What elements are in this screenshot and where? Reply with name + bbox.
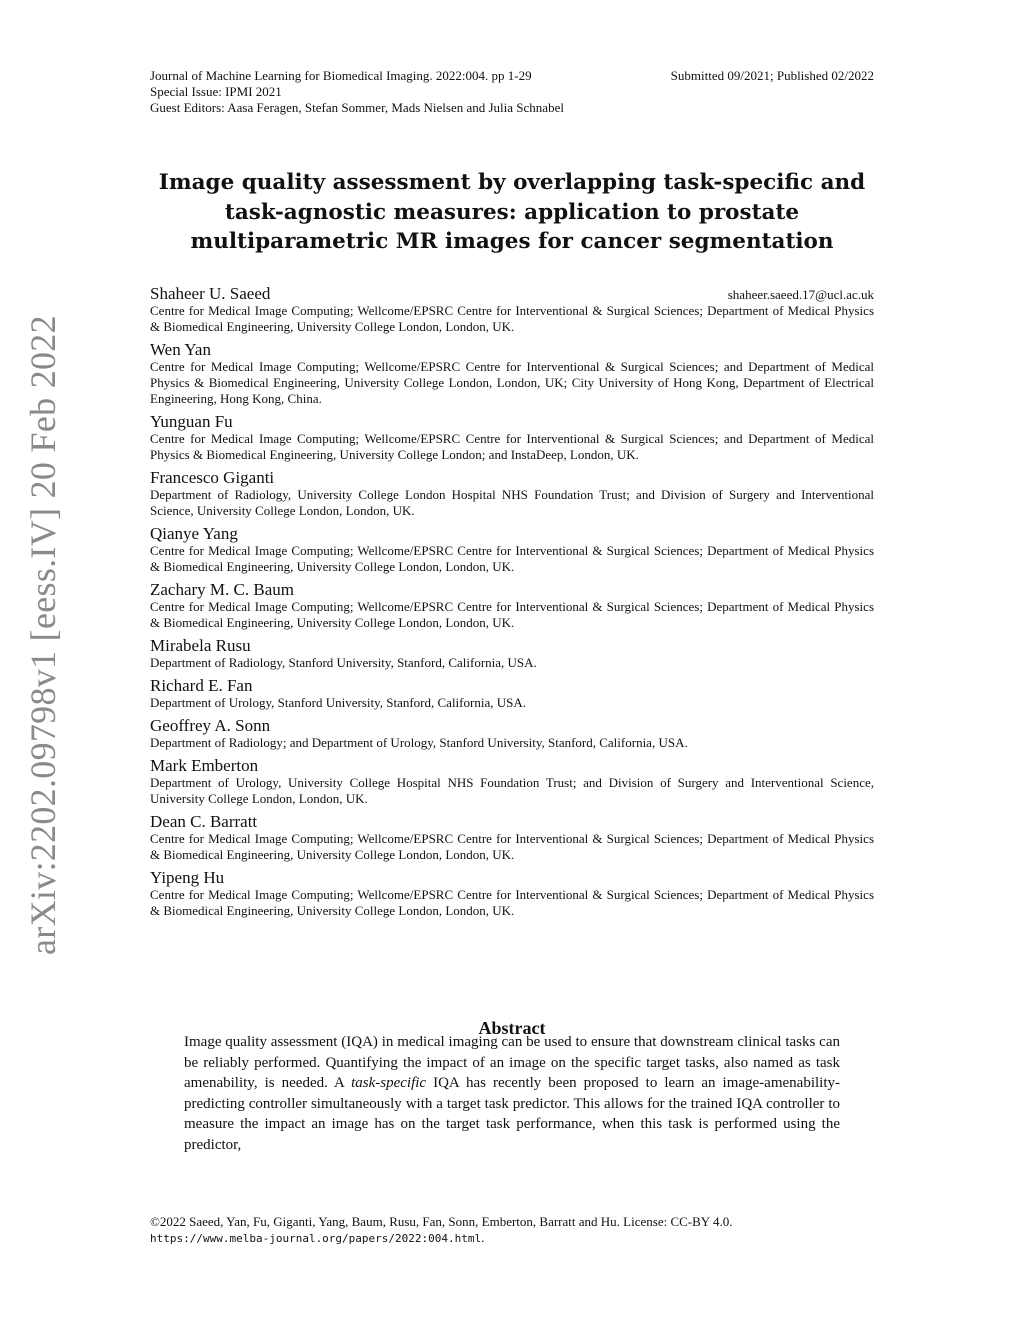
author-name: Zachary M. C. Baum — [150, 580, 294, 599]
abstract-text — [184, 1032, 840, 1155]
author-name: Dean C. Barratt — [150, 812, 258, 831]
author-name: Qianye Yang — [150, 524, 238, 543]
abstract-text-part: Image quality assessment (IQA) in medical imaging can be used to ensure that downstream clinical tasks can be reliably performed. Quantifying the impact of an image on the specific target tasks, also named as task amenability, is needed. A — [184, 1034, 840, 1091]
author-entry — [150, 869, 874, 919]
author-affiliation: Department of Radiology; and Department of Urology, Stanford University, Stanford, California, USA. — [150, 735, 688, 750]
journal-header — [150, 68, 874, 116]
author-name: Yunguan Fu — [150, 412, 233, 431]
title-line: Image quality assessment by overlapping task-specific and — [158, 170, 866, 195]
guest-editors: Guest Editors: Aasa Feragen, Stefan Sommer, Mads Nielsen and Julia Schnabel — [150, 100, 564, 115]
author-entry — [150, 717, 874, 751]
paper-title — [150, 168, 874, 257]
author-affiliation: Centre for Medical Image Computing; Wellcome/EPSRC Centre for Interventional & Surgical Sciences; and Department of Medical Physics & Biomedical Engineering, University College London; and InstaDeep, London, UK. — [150, 431, 874, 462]
author-name: Shaheer U. Saeed — [150, 284, 271, 303]
author-name: Yipeng Hu — [150, 868, 225, 887]
url-suffix: . — [481, 1230, 485, 1245]
author-entry — [150, 813, 874, 863]
copyright-line: ©2022 Saeed, Yan, Fu, Giganti, Yang, Baum, Rusu, Fan, Sonn, Emberton, Barratt and Hu. License: CC-BY 4.0. — [150, 1214, 733, 1229]
abstract-emphasis: task-specific — [351, 1075, 427, 1091]
author-affiliation: Centre for Medical Image Computing; Wellcome/EPSRC Centre for Interventional & Surgical Sciences; Department of Medical Physics & Biomedical Engineering, University College London, London, UK. — [150, 303, 874, 334]
journal-citation: Journal of Machine Learning for Biomedical Imaging. 2022:004. pp 1-29 — [150, 68, 532, 83]
author-entry — [150, 413, 874, 463]
author-name: Geoffrey A. Sonn — [150, 716, 271, 735]
author-name: Francesco Giganti — [150, 468, 275, 487]
author-entry — [150, 757, 874, 807]
submission-dates: Submitted 09/2021; Published 02/2022 — [670, 68, 874, 83]
author-affiliation: Centre for Medical Image Computing; Wellcome/EPSRC Centre for Interventional & Surgical Sciences; Department of Medical Physics & Biomedical Engineering, University College London, London, UK. — [150, 831, 874, 862]
author-name: Richard E. Fan — [150, 676, 253, 695]
title-line: multiparametric MR images for cancer segmentation — [190, 229, 834, 254]
author-affiliation: Department of Radiology, University College London Hospital NHS Foundation Trust; and Division of Surgery and Interventional Science, University College London, London, UK. — [150, 487, 874, 518]
author-affiliation: Centre for Medical Image Computing; Wellcome/EPSRC Centre for Interventional & Surgical Sciences; Department of Medical Physics & Biomedical Engineering, University College London, London, UK. — [150, 543, 874, 574]
author-affiliation: Centre for Medical Image Computing; Wellcome/EPSRC Centre for Interventional & Surgical Sciences; and Department of Medical Physics & Biomedical Engineering, University College London, London, UK; City University of Hong Kong, Department of Electrical Engineering, Hong Kong, China. — [150, 359, 874, 406]
special-issue: Special Issue: IPMI 2021 — [150, 84, 282, 99]
author-entry — [150, 637, 874, 671]
license-footer — [150, 1214, 874, 1247]
author-entry — [150, 341, 874, 407]
author-name: Mark Emberton — [150, 756, 259, 775]
paper-url-link[interactable]: https://www.melba-journal.org/papers/2022:004.html — [150, 1232, 482, 1245]
author-affiliation: Department of Urology, University College Hospital NHS Foundation Trust; and Division of Surgery and Interventional Science, University College London, London, UK. — [150, 775, 874, 806]
author-entry — [150, 581, 874, 631]
abstract-text-part: IQA has recently been proposed to learn an image-amenability-predicting controller simultaneously with a target task predictor. This allows for the trained IQA controller to measure the impact an image has on the target task performance, when this task is performed using the predictor, — [184, 1075, 840, 1153]
author-affiliation: Department of Radiology, Stanford University, Stanford, California, USA. — [150, 655, 537, 670]
arxiv-watermark: arXiv:2202.09798v1 [eess.IV] 20 Feb 2022 — [23, 315, 63, 955]
author-affiliation: Department of Urology, Stanford University, Stanford, California, USA. — [150, 695, 526, 710]
title-line: task-agnostic measures: application to prostate — [224, 199, 800, 225]
journal-header-row — [150, 68, 874, 84]
author-name: Mirabela Rusu — [150, 636, 251, 655]
author-affiliation: Centre for Medical Image Computing; Wellcome/EPSRC Centre for Interventional & Surgical Sciences; Department of Medical Physics & Biomedical Engineering, University College London, London, UK. — [150, 887, 874, 918]
author-entry — [150, 525, 874, 575]
author-affiliation: Centre for Medical Image Computing; Wellcome/EPSRC Centre for Interventional & Surgical Sciences; Department of Medical Physics & Biomedical Engineering, University College London, London, UK. — [150, 599, 874, 630]
author-entry — [150, 677, 874, 711]
author-entry — [150, 285, 874, 335]
author-name: Wen Yan — [150, 340, 211, 359]
author-list — [150, 285, 874, 925]
abstract-heading: Abstract — [478, 1018, 546, 1038]
author-email[interactable]: shaheer.saeed.17@ucl.ac.uk — [727, 287, 874, 302]
author-entry — [150, 469, 874, 519]
